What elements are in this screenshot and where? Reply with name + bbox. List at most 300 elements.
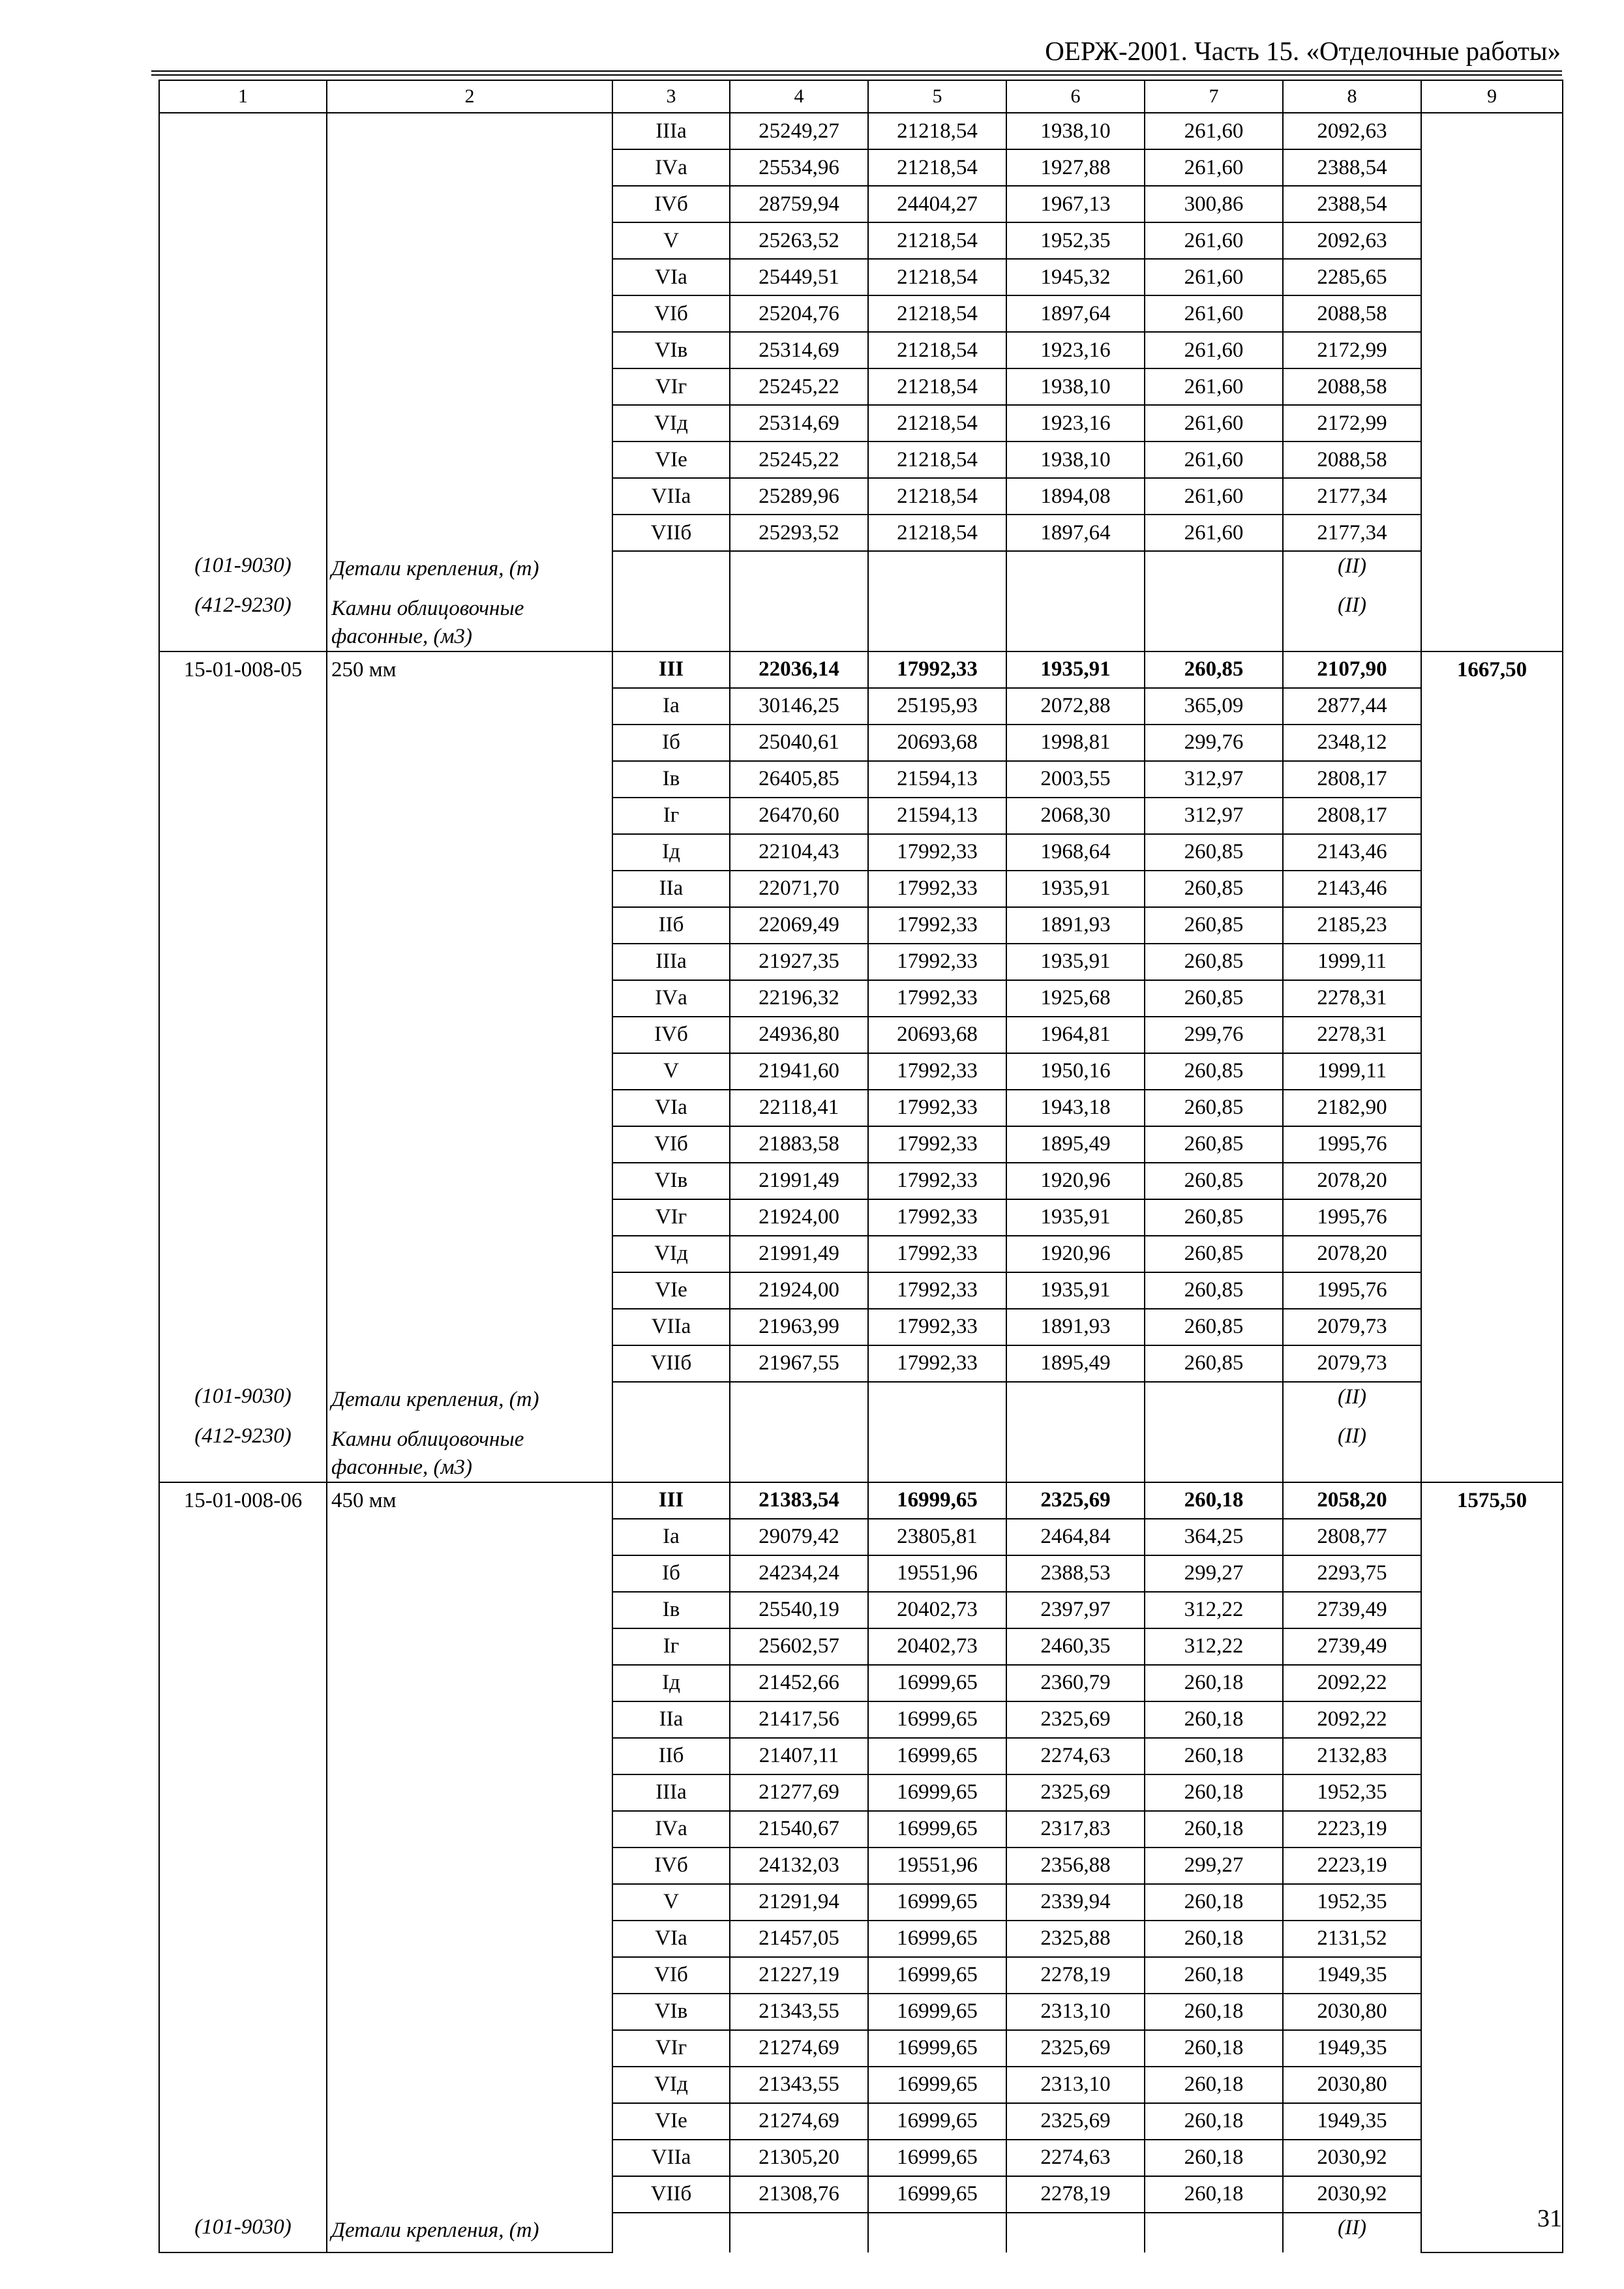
table-row	[159, 1017, 1563, 1053]
total-cost-cell: 25245,22	[730, 441, 868, 478]
zone-cell: VIIа	[612, 478, 730, 515]
wages-cell: 16999,65	[868, 2067, 1006, 2103]
total-cost-cell: 25534,96	[730, 149, 868, 186]
driver-wages-cell: 260,85	[1145, 871, 1283, 907]
description-cell	[327, 1236, 612, 1272]
code-cell: 15-01-008-05	[159, 651, 327, 688]
labor-cell	[1421, 1628, 1563, 1665]
labor-cell: 1667,50	[1421, 651, 1563, 688]
labor-cell	[1421, 113, 1563, 149]
header-divider	[151, 70, 1562, 72]
column-number: 1	[159, 80, 327, 113]
machines-cell: 2068,30	[1006, 798, 1145, 834]
description-cell	[327, 2067, 612, 2103]
table-row	[159, 186, 1563, 222]
driver-wages-cell: 261,60	[1145, 222, 1283, 259]
zone-cell: IIIа	[612, 113, 730, 149]
zone-cell: V	[612, 1053, 730, 1090]
materials-cell: 2143,46	[1283, 871, 1421, 907]
zone-cell: VIе	[612, 1272, 730, 1309]
code-cell	[159, 1665, 327, 1701]
total-cost-cell: 28759,94	[730, 186, 868, 222]
code-cell	[159, 1555, 327, 1592]
description-cell: Детали крепления, (т)	[327, 1382, 612, 1422]
code-cell	[159, 1199, 327, 1236]
zone-cell: Iв	[612, 761, 730, 798]
materials-cell: 1949,35	[1283, 2030, 1421, 2067]
labor-cell	[1421, 1848, 1563, 1884]
description-cell	[327, 944, 612, 980]
materials-cell: 1995,76	[1283, 1272, 1421, 1309]
zone-cell: VIе	[612, 441, 730, 478]
labor-cell	[1421, 1309, 1563, 1345]
page-number: 31	[1537, 2205, 1562, 2232]
description-cell	[327, 1774, 612, 1811]
code-cell	[159, 222, 327, 259]
table-row	[159, 1884, 1563, 1921]
wages-cell	[868, 551, 1006, 591]
zone-cell: VIIб	[612, 1345, 730, 1382]
zone-cell: Iа	[612, 688, 730, 725]
table-row	[159, 515, 1563, 551]
driver-wages-cell: 260,18	[1145, 1921, 1283, 1957]
total-cost-cell	[730, 1382, 868, 1422]
total-cost-cell: 25249,27	[730, 113, 868, 149]
driver-wages-cell: 261,60	[1145, 515, 1283, 551]
driver-wages-cell: 260,85	[1145, 834, 1283, 871]
table-row	[159, 1272, 1563, 1309]
code-cell	[159, 834, 327, 871]
description-cell	[327, 113, 612, 149]
machines-cell: 1923,16	[1006, 405, 1145, 441]
wages-cell	[868, 1382, 1006, 1422]
description-cell: 450 мм	[327, 1482, 612, 1519]
description-cell	[327, 907, 612, 944]
machines-cell: 2278,19	[1006, 2176, 1145, 2213]
total-cost-cell	[730, 1422, 868, 1482]
code-cell	[159, 1090, 327, 1126]
driver-wages-cell: 260,85	[1145, 1345, 1283, 1382]
description-cell	[327, 798, 612, 834]
wages-cell: 17992,33	[868, 944, 1006, 980]
driver-wages-cell: 299,76	[1145, 1017, 1283, 1053]
rates-table	[158, 80, 1563, 2253]
machines-cell: 1895,49	[1006, 1345, 1145, 1382]
column-number: 4	[730, 80, 868, 113]
code-cell	[159, 1053, 327, 1090]
total-cost-cell: 21991,49	[730, 1236, 868, 1272]
wages-cell: 17992,33	[868, 1345, 1006, 1382]
table-row	[159, 761, 1563, 798]
machines-cell: 2313,10	[1006, 1994, 1145, 2030]
materials-cell: 2088,58	[1283, 368, 1421, 405]
wages-cell: 21218,54	[868, 295, 1006, 332]
labor-cell	[1421, 332, 1563, 368]
materials-cell: 2030,80	[1283, 1994, 1421, 2030]
table-row	[159, 1345, 1563, 1382]
page-header-title: ОЕРЖ-2001. Часть 15. «Отделочные работы»	[1045, 36, 1561, 66]
table-row	[159, 2103, 1563, 2140]
wages-cell: 16999,65	[868, 1994, 1006, 2030]
materials-cell: 2088,58	[1283, 441, 1421, 478]
materials-cell: 2132,83	[1283, 1738, 1421, 1774]
labor-cell	[1421, 149, 1563, 186]
labor-cell	[1421, 2103, 1563, 2140]
resource-row	[159, 1382, 1563, 1422]
total-cost-cell: 25449,51	[730, 259, 868, 295]
total-cost-cell: 21941,60	[730, 1053, 868, 1090]
zone-cell: VIб	[612, 1957, 730, 1994]
code-cell	[159, 1345, 327, 1382]
description-cell	[327, 1555, 612, 1592]
zone-cell: VIIа	[612, 1309, 730, 1345]
total-cost-cell	[730, 591, 868, 651]
machines-cell: 1891,93	[1006, 907, 1145, 944]
description-cell: 250 мм	[327, 651, 612, 688]
machines-cell	[1006, 2213, 1145, 2252]
rate-header-row	[159, 651, 1563, 688]
machines-cell: 1920,96	[1006, 1236, 1145, 1272]
materials-cell: 1949,35	[1283, 1957, 1421, 1994]
machines-cell: 1935,91	[1006, 944, 1145, 980]
total-cost-cell: 30146,25	[730, 688, 868, 725]
materials-cell: 2808,77	[1283, 1519, 1421, 1555]
table-row	[159, 1628, 1563, 1665]
labor-cell	[1421, 1994, 1563, 2030]
description-cell	[327, 980, 612, 1017]
zone-cell: Iб	[612, 725, 730, 761]
machines-cell: 2278,19	[1006, 1957, 1145, 1994]
materials-cell: (II)	[1283, 551, 1421, 591]
code-cell: (412-9230)	[159, 591, 327, 651]
wages-cell: 17992,33	[868, 1090, 1006, 1126]
materials-cell: 2388,54	[1283, 149, 1421, 186]
zone-cell: VIг	[612, 2030, 730, 2067]
rate-header-row	[159, 1482, 1563, 1519]
driver-wages-cell: 261,60	[1145, 405, 1283, 441]
zone-cell: VIе	[612, 2103, 730, 2140]
code-cell	[159, 113, 327, 149]
total-cost-cell: 21383,54	[730, 1482, 868, 1519]
table-row	[159, 798, 1563, 834]
machines-cell: 1935,91	[1006, 1272, 1145, 1309]
code-cell	[159, 871, 327, 907]
labor-cell	[1421, 1519, 1563, 1555]
description-cell	[327, 1592, 612, 1628]
wages-cell: 21218,54	[868, 222, 1006, 259]
materials-cell: 2030,80	[1283, 2067, 1421, 2103]
wages-cell: 16999,65	[868, 1665, 1006, 1701]
total-cost-cell: 21924,00	[730, 1199, 868, 1236]
driver-wages-cell: 260,18	[1145, 2103, 1283, 2140]
total-cost-cell: 21540,67	[730, 1811, 868, 1848]
description-cell	[327, 1701, 612, 1738]
materials-cell: 1999,11	[1283, 944, 1421, 980]
total-cost-cell: 21291,94	[730, 1884, 868, 1921]
table-row	[159, 478, 1563, 515]
code-cell	[159, 2176, 327, 2213]
labor-cell	[1421, 1555, 1563, 1592]
total-cost-cell: 22104,43	[730, 834, 868, 871]
zone-cell: Iа	[612, 1519, 730, 1555]
wages-cell: 21594,13	[868, 798, 1006, 834]
labor-cell	[1421, 871, 1563, 907]
wages-cell: 20693,68	[868, 725, 1006, 761]
materials-cell: 2092,63	[1283, 113, 1421, 149]
code-cell	[159, 2140, 327, 2176]
labor-cell	[1421, 478, 1563, 515]
zone-cell: Iг	[612, 798, 730, 834]
description-cell	[327, 1199, 612, 1236]
materials-cell: 2030,92	[1283, 2176, 1421, 2213]
zone-cell: III	[612, 1482, 730, 1519]
machines-cell: 1897,64	[1006, 515, 1145, 551]
machines-cell: 1950,16	[1006, 1053, 1145, 1090]
machines-cell: 1927,88	[1006, 149, 1145, 186]
table-row	[159, 1090, 1563, 1126]
wages-cell: 20693,68	[868, 1017, 1006, 1053]
table-row	[159, 1811, 1563, 1848]
table-row	[159, 834, 1563, 871]
code-cell	[159, 149, 327, 186]
materials-cell: 2877,44	[1283, 688, 1421, 725]
materials-cell: 2177,34	[1283, 515, 1421, 551]
zone-cell: VIг	[612, 1199, 730, 1236]
materials-cell: 2079,73	[1283, 1309, 1421, 1345]
driver-wages-cell: 312,97	[1145, 798, 1283, 834]
labor-cell	[1421, 515, 1563, 551]
description-cell	[327, 1519, 612, 1555]
description-cell	[327, 2176, 612, 2213]
total-cost-cell: 24132,03	[730, 1848, 868, 1884]
table-row	[159, 222, 1563, 259]
driver-wages-cell: 260,18	[1145, 2176, 1283, 2213]
description-cell	[327, 2103, 612, 2140]
zone-cell: VIIа	[612, 2140, 730, 2176]
labor-cell	[1421, 688, 1563, 725]
description-cell	[327, 1345, 612, 1382]
driver-wages-cell: 260,85	[1145, 1236, 1283, 1272]
materials-cell: (II)	[1283, 2213, 1421, 2252]
total-cost-cell: 21274,69	[730, 2103, 868, 2140]
driver-wages-cell: 300,86	[1145, 186, 1283, 222]
description-cell	[327, 1665, 612, 1701]
resource-row	[159, 2213, 1563, 2252]
description-cell	[327, 222, 612, 259]
description-cell	[327, 1053, 612, 1090]
wages-cell: 21218,54	[868, 478, 1006, 515]
total-cost-cell: 21924,00	[730, 1272, 868, 1309]
code-cell	[159, 1017, 327, 1053]
code-cell	[159, 980, 327, 1017]
materials-cell: 2030,92	[1283, 2140, 1421, 2176]
table-row	[159, 1199, 1563, 1236]
code-cell: (101-9030)	[159, 2213, 327, 2252]
labor-cell	[1421, 441, 1563, 478]
wages-cell: 21218,54	[868, 515, 1006, 551]
total-cost-cell: 21308,76	[730, 2176, 868, 2213]
description-cell: Камни облицовочные фасонные, (м3)	[327, 591, 612, 651]
code-cell	[159, 2067, 327, 2103]
table-row	[159, 944, 1563, 980]
materials-cell: 2278,31	[1283, 980, 1421, 1017]
machines-cell: 2356,88	[1006, 1848, 1145, 1884]
code-cell	[159, 1994, 327, 2030]
description-cell	[327, 405, 612, 441]
materials-cell: 2293,75	[1283, 1555, 1421, 1592]
labor-cell	[1421, 1422, 1563, 1482]
driver-wages-cell: 260,85	[1145, 651, 1283, 688]
table-row	[159, 1163, 1563, 1199]
labor-cell	[1421, 1738, 1563, 1774]
wages-cell: 24404,27	[868, 186, 1006, 222]
description-cell	[327, 1272, 612, 1309]
code-cell	[159, 1774, 327, 1811]
wages-cell: 16999,65	[868, 1921, 1006, 1957]
zone-cell: IIIа	[612, 944, 730, 980]
total-cost-cell: 21277,69	[730, 1774, 868, 1811]
zone-cell: Iв	[612, 1592, 730, 1628]
labor-cell	[1421, 907, 1563, 944]
materials-cell: 2388,54	[1283, 186, 1421, 222]
materials-cell: 2078,20	[1283, 1236, 1421, 1272]
driver-wages-cell: 261,60	[1145, 332, 1283, 368]
machines-cell: 2274,63	[1006, 2140, 1145, 2176]
machines-cell: 2325,69	[1006, 1701, 1145, 1738]
total-cost-cell	[730, 551, 868, 591]
labor-cell	[1421, 1126, 1563, 1163]
description-cell	[327, 871, 612, 907]
driver-wages-cell: 299,76	[1145, 725, 1283, 761]
table-row	[159, 441, 1563, 478]
code-cell: (101-9030)	[159, 1382, 327, 1422]
code-cell	[159, 1701, 327, 1738]
driver-wages-cell: 260,18	[1145, 1482, 1283, 1519]
materials-cell: 2092,22	[1283, 1701, 1421, 1738]
materials-cell: 2078,20	[1283, 1163, 1421, 1199]
wages-cell: 17992,33	[868, 871, 1006, 907]
wages-cell: 17992,33	[868, 1272, 1006, 1309]
machines-cell: 1945,32	[1006, 259, 1145, 295]
wages-cell: 21218,54	[868, 405, 1006, 441]
labor-cell	[1421, 1017, 1563, 1053]
zone-cell: VIв	[612, 1994, 730, 2030]
code-cell	[159, 1738, 327, 1774]
zone-cell: VIд	[612, 1236, 730, 1272]
machines-cell: 2325,88	[1006, 1921, 1145, 1957]
zone-cell	[612, 2213, 730, 2252]
machines-cell: 2460,35	[1006, 1628, 1145, 1665]
resource-row	[159, 591, 1563, 651]
driver-wages-cell: 312,22	[1145, 1592, 1283, 1628]
table-row	[159, 368, 1563, 405]
table-row	[159, 149, 1563, 186]
total-cost-cell: 26405,85	[730, 761, 868, 798]
wages-cell: 17992,33	[868, 980, 1006, 1017]
zone-cell	[612, 591, 730, 651]
code-cell	[159, 1957, 327, 1994]
driver-wages-cell: 299,27	[1145, 1848, 1283, 1884]
machines-cell: 1891,93	[1006, 1309, 1145, 1345]
total-cost-cell: 25263,52	[730, 222, 868, 259]
machines-cell: 1894,08	[1006, 478, 1145, 515]
total-cost-cell: 25204,76	[730, 295, 868, 332]
column-number: 9	[1421, 80, 1563, 113]
wages-cell	[868, 2213, 1006, 2252]
wages-cell: 17992,33	[868, 1053, 1006, 1090]
labor-cell	[1421, 944, 1563, 980]
machines-cell: 1938,10	[1006, 441, 1145, 478]
code-cell	[159, 798, 327, 834]
description-cell	[327, 332, 612, 368]
labor-cell	[1421, 186, 1563, 222]
description-cell	[327, 1126, 612, 1163]
materials-cell: (II)	[1283, 1422, 1421, 1482]
total-cost-cell: 21227,19	[730, 1957, 868, 1994]
materials-cell: 2223,19	[1283, 1848, 1421, 1884]
labor-cell	[1421, 1199, 1563, 1236]
code-cell: (412-9230)	[159, 1422, 327, 1482]
zone-cell: IVб	[612, 1017, 730, 1053]
driver-wages-cell: 261,60	[1145, 478, 1283, 515]
code-cell: 15-01-008-06	[159, 1482, 327, 1519]
driver-wages-cell: 261,60	[1145, 113, 1283, 149]
machines-cell: 2325,69	[1006, 2030, 1145, 2067]
description-cell	[327, 478, 612, 515]
driver-wages-cell	[1145, 1382, 1283, 1422]
zone-cell	[612, 1422, 730, 1482]
labor-cell: 1575,50	[1421, 1482, 1563, 1519]
machines-cell: 2313,10	[1006, 2067, 1145, 2103]
labor-cell	[1421, 1163, 1563, 1199]
materials-cell: 2808,17	[1283, 761, 1421, 798]
driver-wages-cell	[1145, 591, 1283, 651]
labor-cell	[1421, 405, 1563, 441]
machines-cell: 1967,13	[1006, 186, 1145, 222]
table-row	[159, 1053, 1563, 1090]
wages-cell: 25195,93	[868, 688, 1006, 725]
materials-cell: 2808,17	[1283, 798, 1421, 834]
table-row	[159, 1701, 1563, 1738]
labor-cell	[1421, 761, 1563, 798]
description-cell: Детали крепления, (т)	[327, 2213, 612, 2252]
wages-cell: 21594,13	[868, 761, 1006, 798]
table-row	[159, 725, 1563, 761]
table-row	[159, 2176, 1563, 2213]
labor-cell	[1421, 2067, 1563, 2103]
labor-cell	[1421, 1921, 1563, 1957]
description-cell	[327, 688, 612, 725]
driver-wages-cell: 260,18	[1145, 1774, 1283, 1811]
description-cell	[327, 1017, 612, 1053]
materials-cell: 2092,63	[1283, 222, 1421, 259]
labor-cell	[1421, 591, 1563, 651]
materials-cell: 2348,12	[1283, 725, 1421, 761]
wages-cell: 16999,65	[868, 1957, 1006, 1994]
description-cell	[327, 1163, 612, 1199]
table-row	[159, 1309, 1563, 1345]
materials-cell: 2088,58	[1283, 295, 1421, 332]
total-cost-cell: 22118,41	[730, 1090, 868, 1126]
materials-cell: 2172,99	[1283, 332, 1421, 368]
wages-cell: 16999,65	[868, 2176, 1006, 2213]
description-cell	[327, 186, 612, 222]
total-cost-cell: 21883,58	[730, 1126, 868, 1163]
zone-cell: IVб	[612, 186, 730, 222]
machines-cell: 2317,83	[1006, 1811, 1145, 1848]
materials-cell: 2131,52	[1283, 1921, 1421, 1957]
labor-cell	[1421, 798, 1563, 834]
